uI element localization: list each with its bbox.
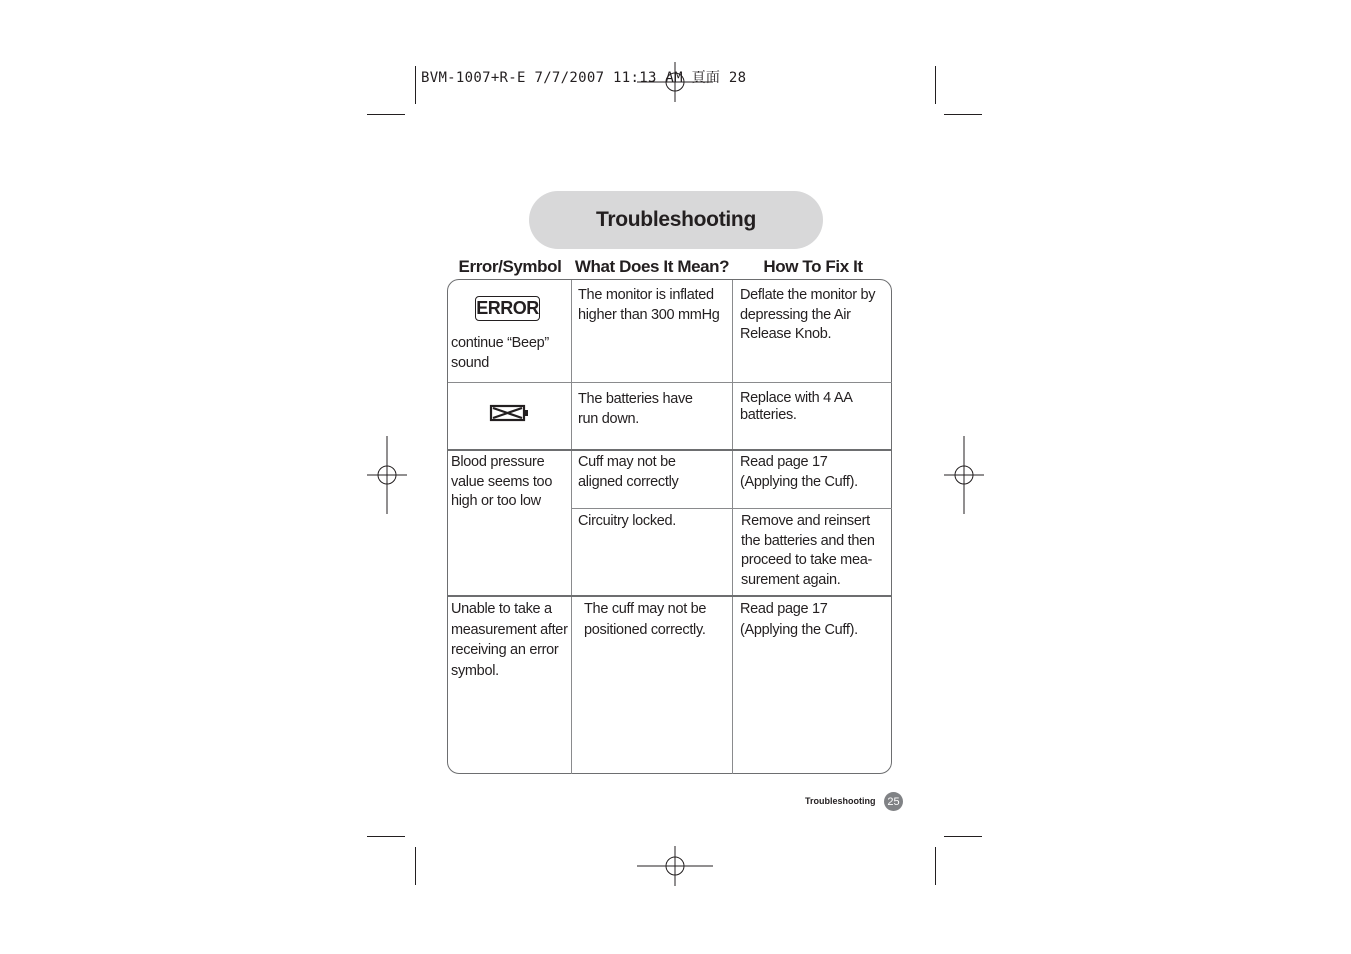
high-value-symbol-text: Blood pressure value seems too high or too low [451, 454, 553, 509]
low-battery-icon [489, 403, 529, 423]
table-divider [448, 595, 892, 597]
crop-mark [944, 114, 982, 115]
error-symbol-text: continue “Beep” sound [451, 335, 549, 371]
high-value-fix-2: Remove and reinsert the batteries and then proceed to take mea- surement again. [741, 513, 875, 588]
page-title: Troubleshooting [596, 208, 756, 231]
high-value-fix-1: Read page 17 (Applying the Cuff). [740, 454, 858, 490]
registration-mark-right [944, 436, 984, 514]
registration-mark-bottom [637, 846, 713, 886]
error-badge [475, 296, 540, 321]
unable-fix: Read page 17 (Applying the Cuff). [740, 601, 858, 638]
battery-fix: Replace with 4 AA batteries. [740, 390, 853, 423]
error-badge-text: ERROR [476, 298, 539, 318]
registration-mark-left [367, 436, 407, 514]
unable-symbol-text: Unable to take a measurement after receiving an error symbol. [451, 601, 568, 679]
page-number: 25 [887, 795, 900, 808]
page-number-badge [884, 792, 903, 811]
error-fix: Deflate the monitor by depressing the Air Release Knob. [740, 287, 876, 342]
crop-mark [367, 836, 405, 837]
crop-mark [415, 66, 416, 104]
crop-mark [935, 847, 936, 885]
high-value-meaning-1: Cuff may not be aligned correctly [578, 454, 679, 490]
page-title-pill [529, 191, 823, 249]
crop-mark [935, 66, 936, 104]
table-divider [448, 382, 892, 383]
column-header-fix: How To Fix It [763, 257, 863, 276]
crop-mark [367, 114, 405, 115]
column-header-meaning: What Does It Mean? [574, 257, 730, 276]
column-header-symbol: Error/Symbol [458, 257, 562, 276]
table-divider [448, 449, 892, 451]
battery-meaning: The batteries have run down. [578, 391, 693, 427]
table-divider [732, 280, 733, 774]
footer-section-label: Troubleshooting [805, 796, 876, 806]
print-header-slug: BVM-1007+R-E 7/7/2007 11:13 AM 頁面 28 [421, 70, 747, 86]
high-value-meaning-2: Circuitry locked. [578, 513, 677, 529]
unable-meaning: The cuff may not be positioned correctly. [584, 601, 707, 638]
error-meaning: The monitor is inflated higher than 300 mmHg [578, 287, 720, 323]
crop-mark [944, 836, 982, 837]
table-divider [571, 508, 892, 509]
crop-mark [415, 847, 416, 885]
table-divider [571, 280, 572, 774]
